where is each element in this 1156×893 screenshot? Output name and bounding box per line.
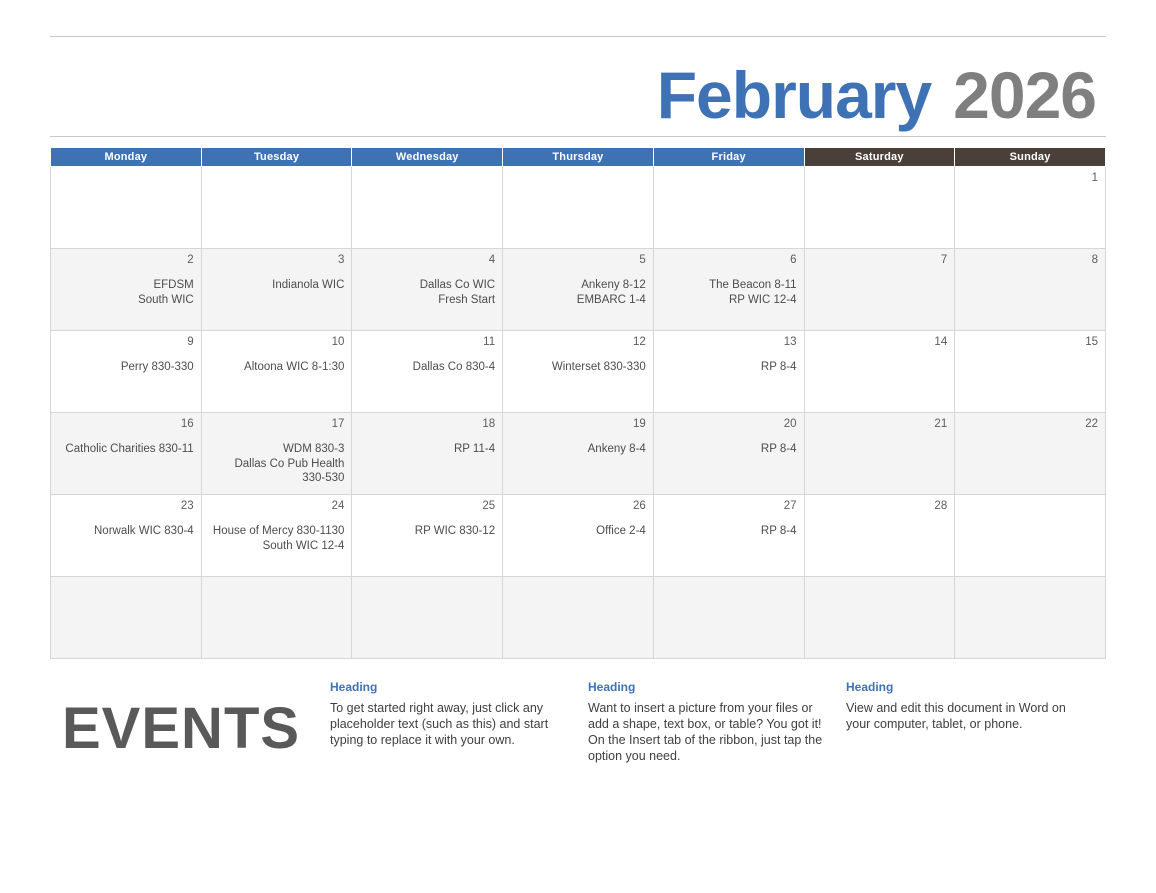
events-title: EVENTS bbox=[62, 696, 301, 761]
day-number bbox=[510, 581, 646, 596]
day-event[interactable]: Office 2-4 bbox=[596, 525, 646, 537]
day-event[interactable]: RP 8-4 bbox=[760, 361, 797, 373]
calendar-day-cell[interactable] bbox=[955, 413, 1106, 495]
day-number: 14 bbox=[934, 336, 948, 348]
day-event[interactable]: RP 8-4 bbox=[760, 443, 797, 455]
day-events bbox=[359, 442, 495, 457]
day-number: 27 bbox=[783, 500, 797, 512]
day-event[interactable]: Winterset 830-330 bbox=[551, 361, 646, 373]
calendar-day-cell[interactable] bbox=[352, 413, 503, 495]
day-number: 16 bbox=[180, 418, 194, 430]
footer-heading-3: Heading bbox=[846, 680, 894, 694]
calendar-day-cell[interactable] bbox=[201, 413, 352, 495]
day-number: 7 bbox=[940, 254, 948, 266]
day-number bbox=[510, 171, 646, 186]
day-event[interactable]: South WIC bbox=[138, 293, 194, 306]
day-events bbox=[661, 524, 797, 539]
calendar-day-cell[interactable] bbox=[955, 495, 1106, 577]
weekday-header-row bbox=[51, 148, 1106, 167]
year-label: 2026 bbox=[953, 58, 1096, 132]
day-event[interactable]: RP 8-4 bbox=[760, 525, 797, 537]
calendar-day-cell[interactable] bbox=[955, 167, 1106, 249]
calendar-day-cell[interactable] bbox=[352, 577, 503, 659]
day-event[interactable]: RP 11-4 bbox=[453, 443, 496, 455]
weekday-header-monday: Monday bbox=[51, 148, 202, 167]
day-number: 18 bbox=[482, 418, 496, 430]
day-events bbox=[661, 360, 797, 375]
calendar-body bbox=[51, 167, 1106, 659]
day-event[interactable]: Catholic Charities 830-11 bbox=[65, 443, 194, 455]
day-number: 23 bbox=[180, 500, 194, 512]
events-footer bbox=[50, 680, 1106, 800]
calendar-day-cell[interactable] bbox=[503, 331, 654, 413]
day-event[interactable]: House of Mercy 830-1130 bbox=[212, 525, 345, 537]
calendar-day-cell[interactable] bbox=[352, 331, 503, 413]
day-number: 21 bbox=[934, 418, 948, 430]
day-event[interactable]: EFDSM bbox=[153, 279, 194, 291]
day-number bbox=[661, 171, 797, 186]
day-events bbox=[209, 524, 345, 553]
day-number: 17 bbox=[331, 418, 345, 430]
day-event[interactable]: Perry 830-330 bbox=[120, 361, 194, 373]
calendar-day-cell[interactable] bbox=[503, 495, 654, 577]
day-number: 5 bbox=[639, 254, 646, 266]
calendar-day-cell[interactable] bbox=[352, 167, 503, 249]
calendar-day-cell[interactable] bbox=[804, 167, 955, 249]
day-number: 24 bbox=[331, 500, 345, 512]
day-events bbox=[359, 360, 495, 375]
calendar-day-cell[interactable] bbox=[51, 577, 202, 659]
footer-column-2 bbox=[588, 680, 846, 800]
day-events bbox=[510, 442, 646, 457]
title-divider bbox=[50, 136, 1106, 137]
day-number bbox=[962, 499, 1098, 514]
footer-body-3: View and edit this document in Word on your computer, tablet, or phone. bbox=[846, 701, 1066, 731]
weekday-header-friday: Friday bbox=[653, 148, 804, 167]
day-events bbox=[209, 278, 345, 293]
month-label: February bbox=[656, 58, 932, 132]
calendar-day-cell[interactable] bbox=[201, 249, 352, 331]
calendar-day-cell[interactable] bbox=[201, 495, 352, 577]
calendar-day-cell[interactable] bbox=[51, 413, 202, 495]
day-number: 4 bbox=[488, 254, 496, 266]
calendar-day-cell[interactable] bbox=[352, 495, 503, 577]
day-number: 28 bbox=[934, 500, 948, 512]
footer-column-1 bbox=[330, 680, 588, 800]
day-event[interactable]: Fresh Start bbox=[438, 293, 496, 306]
footer-heading-1: Heading bbox=[330, 680, 378, 694]
calendar-day-cell[interactable] bbox=[804, 495, 955, 577]
day-number: 13 bbox=[783, 336, 797, 348]
day-events bbox=[58, 360, 194, 375]
weekday-header-tuesday: Tuesday bbox=[201, 148, 352, 167]
calendar-day-cell[interactable] bbox=[503, 577, 654, 659]
page-title bbox=[50, 50, 1106, 132]
calendar-day-cell[interactable] bbox=[653, 167, 804, 249]
calendar-day-cell[interactable] bbox=[51, 167, 202, 249]
day-event[interactable]: Dallas Co WIC bbox=[419, 279, 496, 291]
day-number: 1 bbox=[1091, 172, 1098, 184]
calendar-day-cell[interactable] bbox=[804, 413, 955, 495]
day-events bbox=[359, 278, 495, 307]
day-number: 19 bbox=[633, 418, 646, 430]
calendar-day-cell[interactable] bbox=[804, 331, 955, 413]
footer-body-1: To get started right away, just click any placeholder text (such as this) and start typing to replace it with your own. bbox=[330, 701, 549, 747]
day-event[interactable]: Altoona WIC 8-1:30 bbox=[244, 361, 345, 373]
calendar-week-row bbox=[51, 331, 1106, 413]
day-event[interactable]: WDM 830-3 bbox=[283, 443, 345, 455]
day-number: 6 bbox=[790, 254, 797, 266]
day-number bbox=[661, 581, 797, 596]
day-event[interactable]: Norwalk WIC 830-4 bbox=[94, 525, 194, 537]
day-events bbox=[510, 524, 646, 539]
calendar-day-cell[interactable] bbox=[653, 249, 804, 331]
day-number: 25 bbox=[482, 500, 496, 512]
day-number: 22 bbox=[1085, 418, 1098, 430]
day-event[interactable]: Dallas Co 830-4 bbox=[412, 361, 496, 373]
calendar-week-row bbox=[51, 577, 1106, 659]
day-number bbox=[209, 581, 345, 596]
day-number: 8 bbox=[1091, 254, 1098, 266]
calendar-day-cell[interactable] bbox=[51, 495, 202, 577]
calendar-day-cell[interactable] bbox=[51, 249, 202, 331]
calendar-day-cell[interactable] bbox=[352, 249, 503, 331]
calendar-day-cell[interactable] bbox=[503, 249, 654, 331]
calendar-day-cell[interactable] bbox=[804, 577, 955, 659]
footer-column-3 bbox=[846, 680, 1104, 800]
day-event[interactable]: South WIC 12-4 bbox=[262, 539, 345, 552]
day-number: 10 bbox=[331, 336, 345, 348]
calendar-day-cell[interactable] bbox=[503, 167, 654, 249]
calendar-week-row bbox=[51, 413, 1106, 495]
day-number: 26 bbox=[633, 500, 646, 512]
day-number bbox=[58, 171, 194, 186]
day-number: 20 bbox=[783, 418, 797, 430]
day-number bbox=[962, 581, 1098, 596]
day-event[interactable]: Ankeny 8-4 bbox=[587, 443, 646, 455]
calendar-day-cell[interactable] bbox=[653, 495, 804, 577]
weekday-header-wednesday: Wednesday bbox=[352, 148, 503, 167]
day-events bbox=[209, 442, 345, 486]
day-event[interactable]: EMBARC 1-4 bbox=[576, 293, 646, 306]
day-events bbox=[58, 524, 194, 539]
day-event[interactable]: Ankeny 8-12 bbox=[581, 279, 646, 291]
day-events bbox=[58, 278, 194, 307]
calendar-week-row bbox=[51, 495, 1106, 577]
calendar-day-cell[interactable] bbox=[201, 167, 352, 249]
top-divider bbox=[50, 36, 1106, 37]
day-event[interactable]: The Beacon 8-11 bbox=[709, 279, 797, 291]
calendar-day-cell[interactable] bbox=[955, 249, 1106, 331]
calendar-day-cell[interactable] bbox=[653, 577, 804, 659]
day-event[interactable]: Dallas Co Pub Health 330-530 bbox=[234, 457, 345, 484]
calendar-grid bbox=[50, 147, 1106, 659]
day-event[interactable]: RP WIC 12-4 bbox=[728, 293, 797, 306]
day-events bbox=[58, 442, 194, 457]
day-number bbox=[58, 581, 194, 596]
weekday-header-thursday: Thursday bbox=[503, 148, 654, 167]
day-events bbox=[661, 442, 797, 457]
weekday-header-sunday: Sunday bbox=[955, 148, 1106, 167]
day-number bbox=[209, 171, 345, 186]
weekday-header-saturday: Saturday bbox=[804, 148, 955, 167]
day-events bbox=[510, 360, 646, 375]
footer-heading-2: Heading bbox=[588, 680, 636, 694]
day-number: 3 bbox=[338, 254, 345, 266]
calendar-day-cell[interactable] bbox=[201, 331, 352, 413]
day-number: 11 bbox=[483, 336, 496, 348]
day-event[interactable]: Indianola WIC bbox=[272, 279, 345, 291]
day-number bbox=[812, 581, 948, 596]
day-number bbox=[812, 171, 948, 186]
day-number bbox=[359, 171, 495, 186]
day-number: 15 bbox=[1085, 336, 1098, 348]
day-number bbox=[359, 581, 495, 596]
calendar-week-row bbox=[51, 167, 1106, 249]
day-event[interactable]: RP WIC 830-12 bbox=[414, 525, 496, 537]
calendar-day-cell[interactable] bbox=[51, 331, 202, 413]
day-number: 9 bbox=[187, 336, 194, 348]
calendar-day-cell[interactable] bbox=[955, 331, 1106, 413]
day-events bbox=[661, 278, 797, 307]
day-events bbox=[510, 278, 646, 307]
day-number: 12 bbox=[633, 336, 646, 348]
calendar-day-cell[interactable] bbox=[503, 413, 654, 495]
calendar-week-row bbox=[51, 249, 1106, 331]
day-number: 2 bbox=[187, 254, 194, 266]
calendar-day-cell[interactable] bbox=[201, 577, 352, 659]
day-events bbox=[359, 524, 495, 539]
calendar-day-cell[interactable] bbox=[653, 413, 804, 495]
calendar-day-cell[interactable] bbox=[804, 249, 955, 331]
calendar-day-cell[interactable] bbox=[955, 577, 1106, 659]
calendar-day-cell[interactable] bbox=[653, 331, 804, 413]
day-events bbox=[209, 360, 345, 375]
footer-body-2: Want to insert a picture from your files or add a shape, text box, or table? You got it! On the Insert tab of the ribbon, just tap the option you need. bbox=[588, 701, 823, 763]
